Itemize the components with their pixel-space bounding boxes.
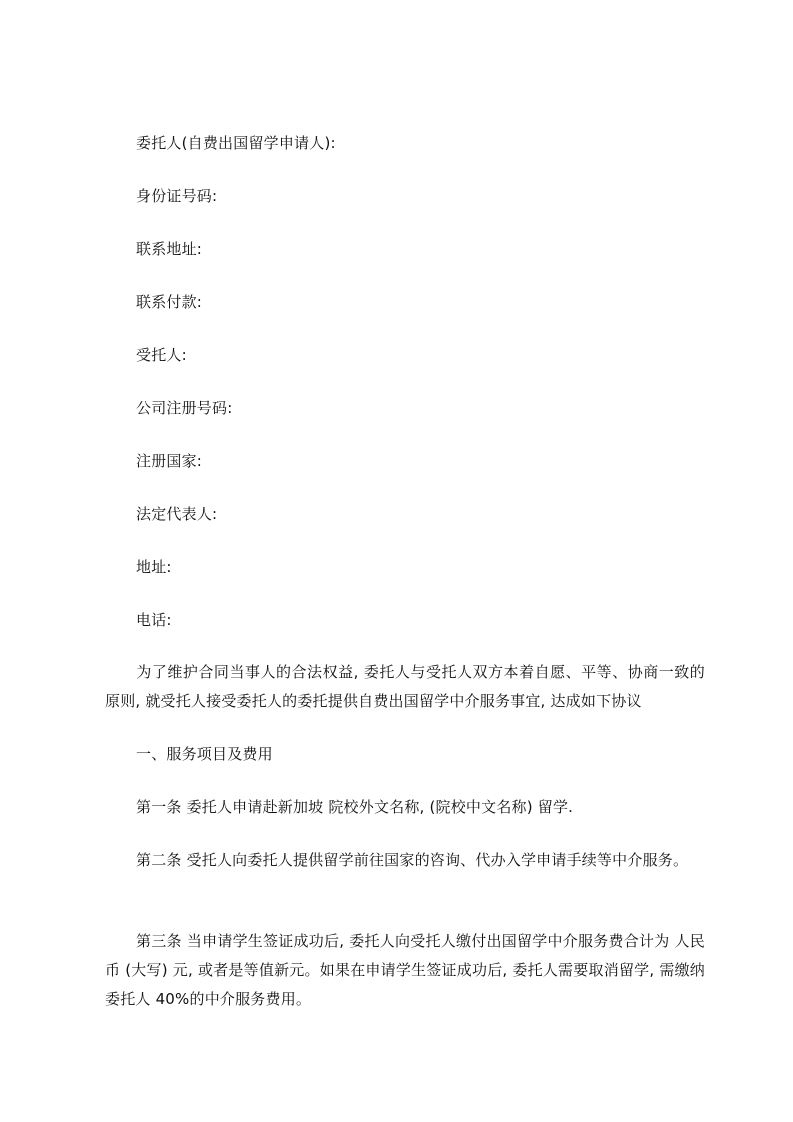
section-heading: 一、服务项目及费用	[136, 745, 273, 763]
field-contact-payment: 联系付款:	[136, 293, 203, 311]
field-id-number: 身份证号码:	[136, 187, 218, 205]
article-3-text: 第三条 当申请学生签证成功后, 委托人向受托人缴付出国留学中介服务费合计为 人民币 (大写) 元, 或者是等值新元。如果在申请学生签证成功后, 委托人需要取消留学, 需缴纳委托人 40%的中介服务费用。	[105, 932, 705, 1008]
article-2-text: 第二条 受托人向委托人提供留学前往国家的咨询、代办入学申请手续等中介服务。	[136, 851, 689, 869]
field-phone: 电话:	[136, 611, 172, 629]
field-reg-country: 注册国家:	[136, 452, 203, 470]
article-1: 第一条 委托人申请赴新加坡 院校外文名称, (院校中文名称) 留学.	[136, 798, 574, 816]
intro-paragraph	[105, 658, 705, 716]
intro-text: 为了维护合同当事人的合法权益, 委托人与受托人双方本着自愿、平等、协商一致的原则, 就受托人接受委托人的委托提供自费出国留学中介服务事宜, 达成如下协议	[105, 663, 705, 710]
field-client: 委托人(自费出国留学申请人):	[136, 134, 336, 152]
field-contact-address: 联系地址:	[136, 240, 203, 258]
field-trustee: 受托人:	[136, 346, 187, 364]
field-company-reg-no: 公司注册号码:	[136, 399, 233, 417]
article-2	[105, 846, 705, 875]
article-3	[105, 927, 705, 1014]
field-legal-rep: 法定代表人:	[136, 505, 218, 523]
field-address: 地址:	[136, 558, 172, 576]
